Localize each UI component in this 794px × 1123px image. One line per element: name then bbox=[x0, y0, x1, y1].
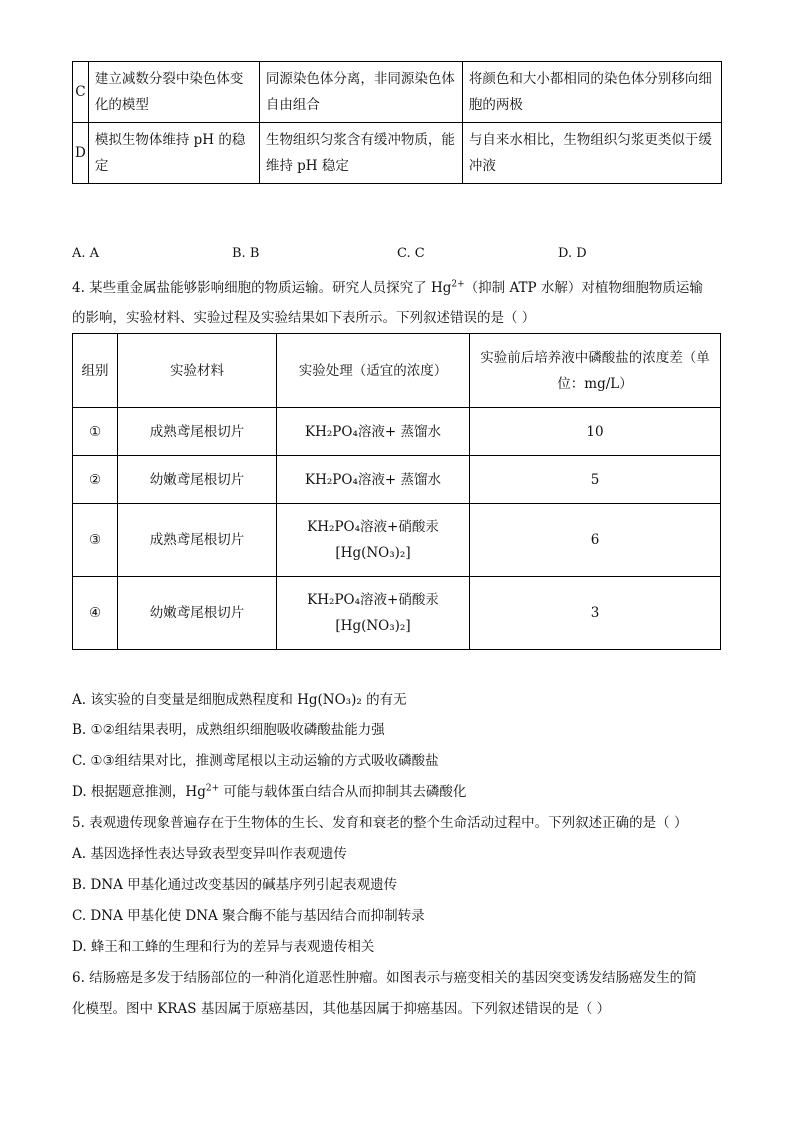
table-row bbox=[73, 456, 721, 504]
q4-option-c: C. ①③组结果对比，推测鸢尾根以主动运输的方式吸收磷酸盐 bbox=[72, 753, 439, 769]
cell-value: 3 bbox=[470, 577, 721, 650]
cell-group: ④ bbox=[73, 577, 118, 650]
row-label: D bbox=[73, 123, 89, 184]
option-d: D. D bbox=[558, 246, 587, 261]
q6-stem-line2: 化模型。图中 KRAS 基因属于原癌基因，其他基因属于抑癌基因。下列叙述错误的是（ ） bbox=[72, 1001, 611, 1017]
q4-stem-line1: 4. 某些重金属盐能够影响细胞的物质运输。研究人员探究了 $Hg^{2+}$（抑制 ATP 水解）对植物细胞物质运输 bbox=[72, 279, 703, 296]
row-label: C bbox=[73, 62, 89, 123]
cell-group: ③ bbox=[73, 504, 118, 577]
cell-treatment: KH₂PO₄溶液+硝酸汞[Hg(NO₃)₂] bbox=[277, 504, 470, 577]
cell-material: 成熟鸢尾根切片 bbox=[118, 408, 277, 456]
cell-material: 幼嫩鸢尾根切片 bbox=[118, 577, 277, 650]
q3-table-continuation bbox=[72, 61, 722, 184]
table-cell: 将颜色和大小都相同的染色体分别移向细胞的两极 bbox=[462, 62, 721, 123]
table-cell: 与自来水相比，生物组织匀浆更类似于缓冲液 bbox=[462, 123, 721, 184]
q4-data-table bbox=[72, 333, 721, 650]
option-b: B. B bbox=[232, 246, 260, 261]
table-row bbox=[73, 408, 721, 456]
table-cell: 同源染色体分离，非同源染色体自由组合 bbox=[259, 62, 462, 123]
q5-option-b: B. DNA 甲基化通过改变基因的碱基序列引起表观遗传 bbox=[72, 877, 398, 893]
q4-stem-line2: 的影响，实验材料、实验过程及实验结果如下表所示。下列叙述错误的是（ ） bbox=[72, 310, 536, 326]
cell-material: 成熟鸢尾根切片 bbox=[118, 504, 277, 577]
cell-group: ① bbox=[73, 408, 118, 456]
header-value: 实验前后培养液中磷酸盐的浓度差（单位：mg/L） bbox=[470, 334, 721, 408]
q5-option-c: C. DNA 甲基化使 DNA 聚合酶不能与基因结合而抑制转录 bbox=[72, 908, 425, 924]
cell-treatment: KH₂PO₄溶液+ 蒸馏水 bbox=[277, 456, 470, 504]
q5-stem: 5. 表观遗传现象普遍存在于生物体的生长、发育和衰老的整个生命活动过程中。下列叙述正确的是（ ） bbox=[72, 815, 688, 831]
cell-value: 5 bbox=[470, 456, 721, 504]
table-header-row bbox=[73, 334, 721, 408]
q4-option-b: B. ①②组结果表明，成熟组织细胞吸收磷酸盐能力强 bbox=[72, 722, 385, 738]
table-cell: 模拟生物体维持 pH 的稳定 bbox=[88, 123, 259, 184]
table-row bbox=[73, 123, 722, 184]
q5-option-d: D. 蜂王和工蜂的生理和行为的差异与表观遗传相关 bbox=[72, 939, 375, 955]
table-row bbox=[73, 577, 721, 650]
table-cell: 建立减数分裂中染色体变化的模型 bbox=[88, 62, 259, 123]
cell-treatment: KH₂PO₄溶液+ 蒸馏水 bbox=[277, 408, 470, 456]
cell-group: ② bbox=[73, 456, 118, 504]
q4-option-a: A. 该实验的自变量是细胞成熟程度和 Hg(NO₃)₂ 的有无 bbox=[72, 692, 407, 708]
cell-material: 幼嫩鸢尾根切片 bbox=[118, 456, 277, 504]
header-group: 组别 bbox=[73, 334, 118, 408]
cell-value: 6 bbox=[470, 504, 721, 577]
q4-option-d: D. 根据题意推测，$Hg^{2+}$ 可能与载体蛋白结合从而抑制其去磷酸化 bbox=[72, 783, 467, 800]
table-cell: 生物组织匀浆含有缓冲物质，能维持 pH 稳定 bbox=[259, 123, 462, 184]
option-a: A. A bbox=[72, 246, 100, 261]
header-material: 实验材料 bbox=[118, 334, 277, 408]
table-row bbox=[73, 62, 722, 123]
q3-options bbox=[72, 246, 722, 266]
cell-treatment: KH₂PO₄溶液+硝酸汞[Hg(NO₃)₂] bbox=[277, 577, 470, 650]
table-row bbox=[73, 504, 721, 577]
option-c: C. C bbox=[397, 246, 425, 261]
q6-stem-line1: 6. 结肠癌是多发于结肠部位的一种消化道恶性肿瘤。如图表示与癌变相关的基因突变诱发结肠癌发生的简 bbox=[72, 970, 697, 986]
q5-option-a: A. 基因选择性表达导致表型变异叫作表观遗传 bbox=[72, 846, 347, 862]
header-treatment: 实验处理（适宜的浓度） bbox=[277, 334, 470, 408]
cell-value: 10 bbox=[470, 408, 721, 456]
